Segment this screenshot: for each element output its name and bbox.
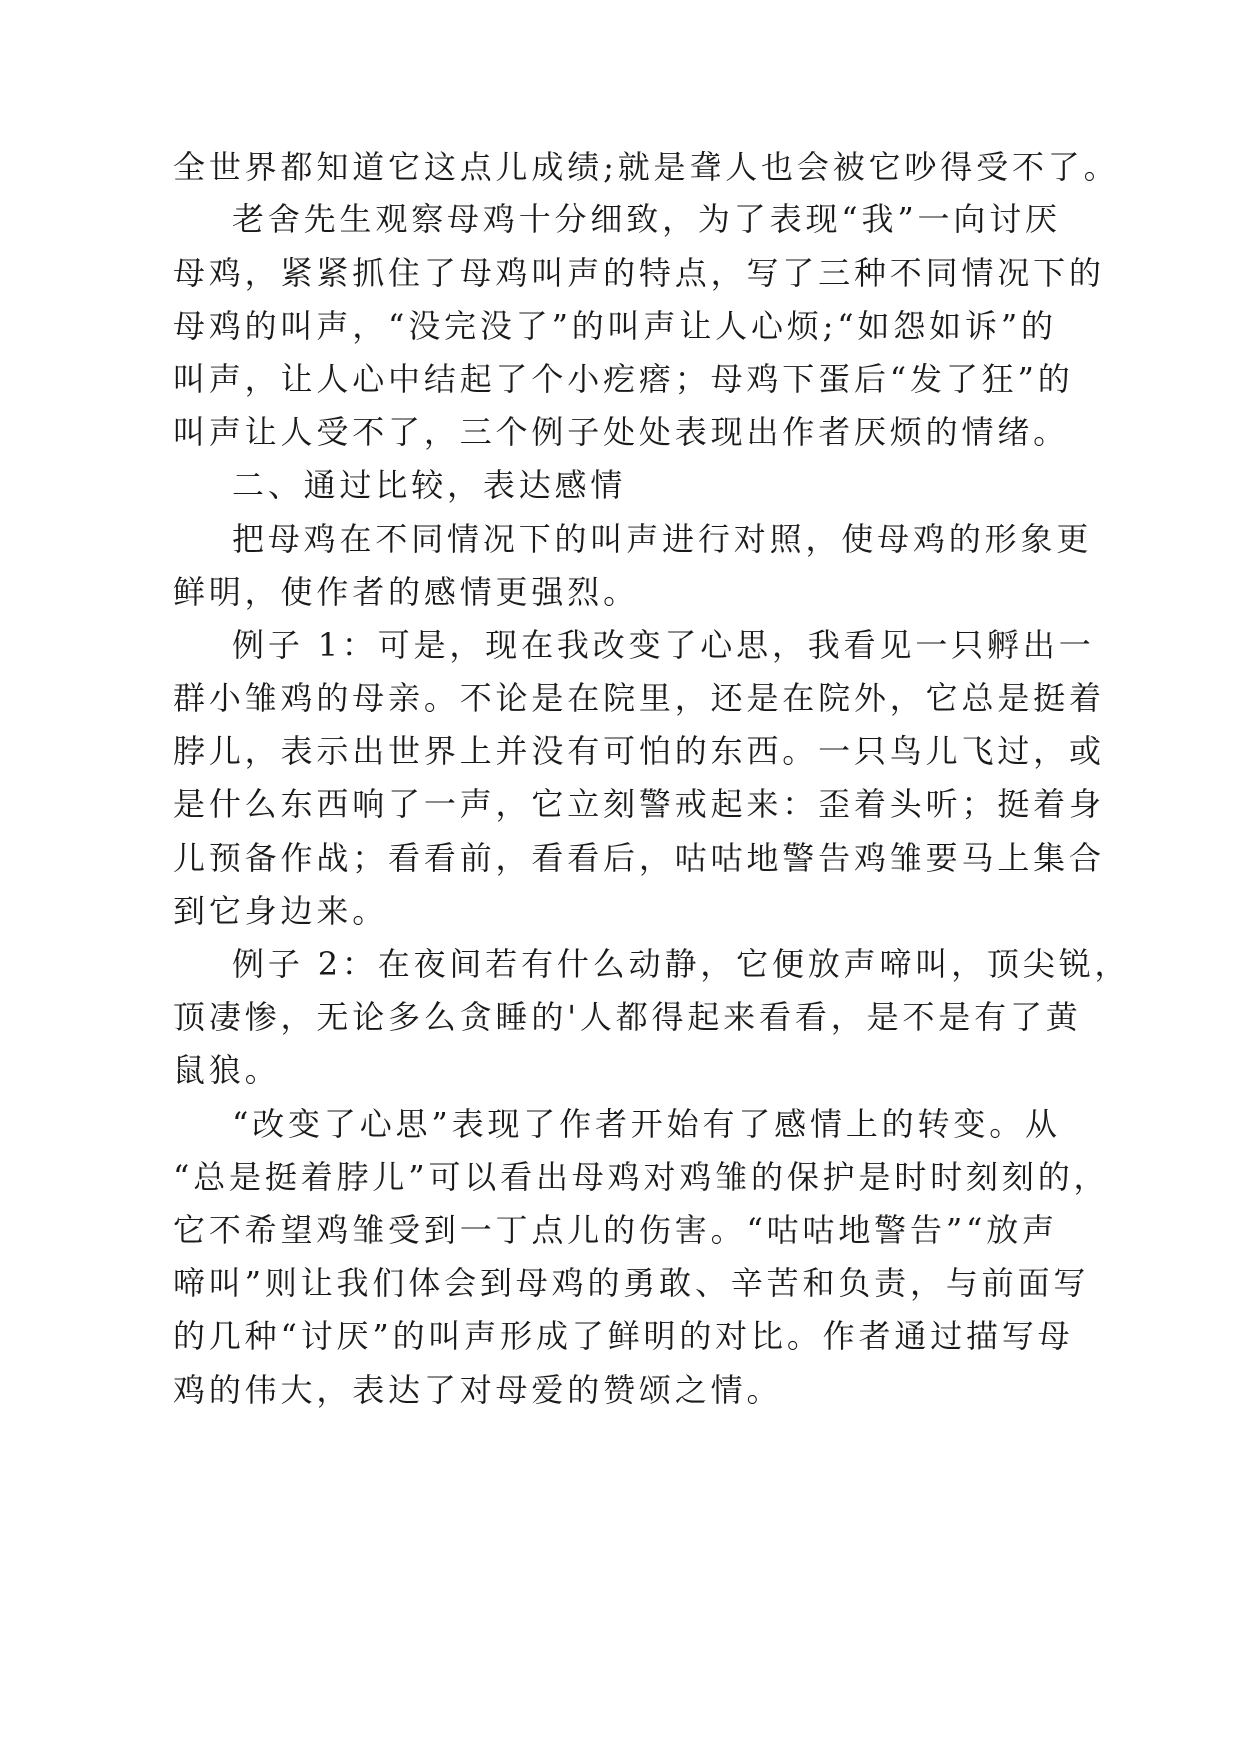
text-line: 鼠狼。 bbox=[173, 1051, 281, 1089]
text-line: 母鸡，紧紧抓住了母鸡叫声的特点，写了三种不同情况下的 bbox=[173, 254, 1105, 292]
text-line: 脖儿，表示出世界上并没有可怕的东西。一只鸟儿飞过，或 bbox=[173, 732, 1105, 770]
text-line: 鸡的伟大，表达了对母爱的赞颂之情。 bbox=[173, 1371, 783, 1409]
text-line: 群小雏鸡的母亲。不论是在院里，还是在院外，它总是挺着 bbox=[173, 679, 1105, 717]
text-line: 母鸡的叫声，“没完没了”的叫声让人心烦;“如怨如诉”的 bbox=[173, 307, 1057, 345]
text-line: 它不希望鸡雏受到一丁点儿的伤害。“咕咕地警告”“放声 bbox=[173, 1211, 1058, 1249]
text-line: 全世界都知道它这点儿成绩;就是聋人也会被它吵得受不了。 bbox=[173, 148, 1120, 186]
paragraph-first-line: 把母鸡在不同情况下的叫声进行对照，使母鸡的形象更 bbox=[232, 520, 1093, 558]
paragraph-first-line: “改变了心思”表现了作者开始有了感情上的转变。从 bbox=[232, 1105, 1061, 1143]
text-line: 鲜明，使作者的感情更强烈。 bbox=[173, 573, 639, 611]
text-line: 到它身边来。 bbox=[173, 892, 389, 930]
text-line: 的几种“讨厌”的叫声形成了鲜明的对比。作者通过描写母 bbox=[173, 1317, 1074, 1355]
paragraph-first-line: 例子 2：在夜间若有什么动静，它便放声啼叫，顶尖锐， bbox=[232, 945, 1131, 983]
text-line: 叫声，让人心中结起了个小疙瘩；母鸡下蛋后“发了狂”的 bbox=[173, 360, 1074, 398]
text-line: 顶凄惨，无论多么贪睡的'人都得起来看看，是不是有了黄 bbox=[173, 998, 1082, 1036]
text-line: 叫声让人受不了，三个例子处处表现出作者厌烦的情绪。 bbox=[173, 413, 1070, 451]
text-line: 儿预备作战；看看前，看看后，咕咕地警告鸡雏要马上集合 bbox=[173, 839, 1105, 877]
paragraph-first-line: 例子 1：可是，现在我改变了心思，我看见一只孵出一 bbox=[232, 626, 1095, 664]
paragraph-first-line: 老舍先生观察母鸡十分细致，为了表现“我”一向讨厌 bbox=[232, 200, 1061, 238]
section-heading: 二、通过比较，表达感情 bbox=[232, 466, 627, 504]
text-line: 啼叫”则让我们体会到母鸡的勇敢、辛苦和负责，与前面写 bbox=[173, 1264, 1090, 1302]
text-line: 是什么东西响了一声，它立刻警戒起来：歪着头听；挺着身 bbox=[173, 785, 1105, 823]
text-line: “总是挺着脖儿”可以看出母鸡对鸡雏的保护是时时刻刻的， bbox=[173, 1158, 1110, 1196]
